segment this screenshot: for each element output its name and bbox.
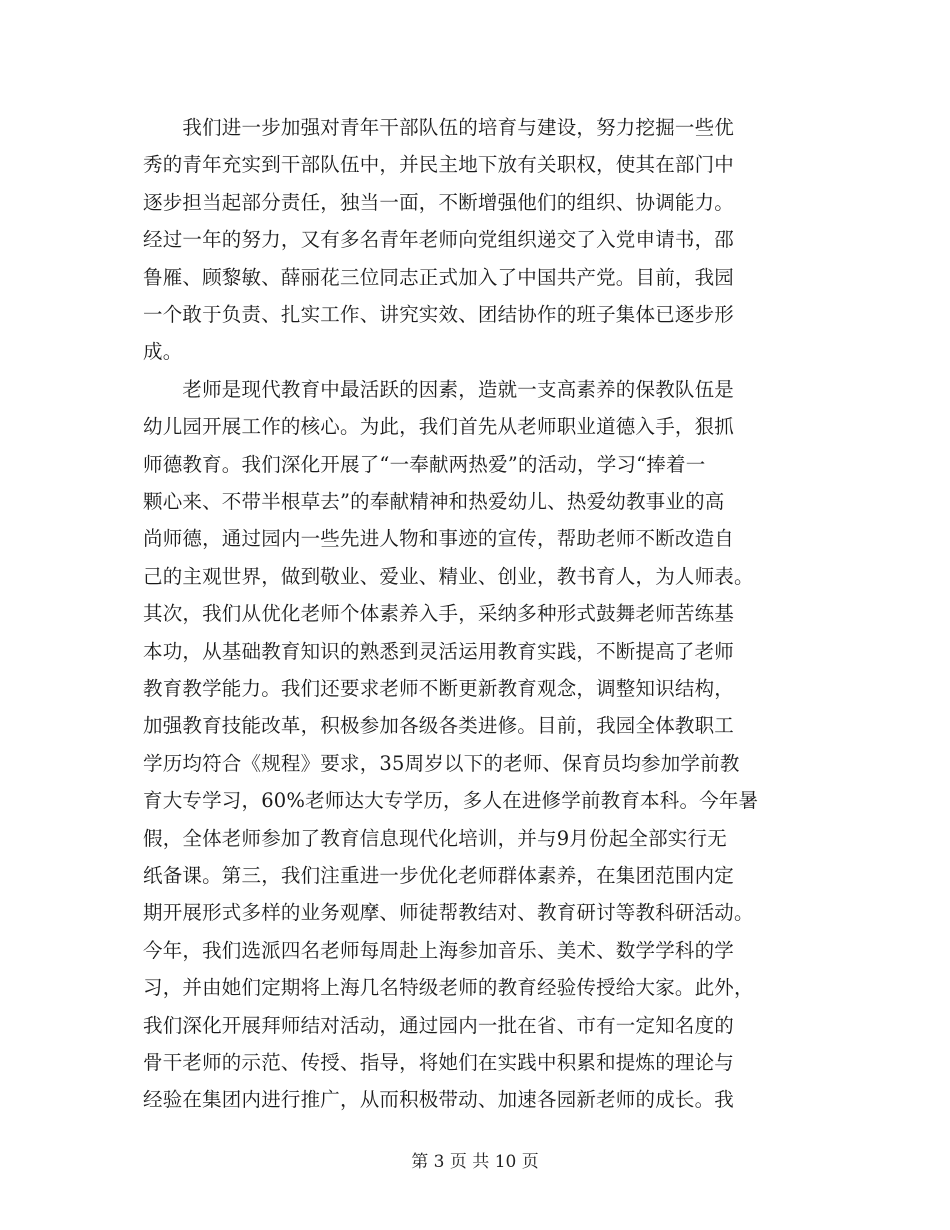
text-line: 逐步担当起部分责任，独当一面，不断增强他们的组织、协调能力。 bbox=[143, 190, 735, 214]
text-line: 纸备课。第三，我们注重进一步优化老师群体素养，在集团范围内定 bbox=[143, 864, 735, 887]
text-line: 习，并由她们定期将上海几名特级老师的教育经验传授给大家。此外， bbox=[143, 976, 754, 1000]
text-line: 学历均符合《规程》要求，35周岁以下的老师、保育员均参加学前教 bbox=[143, 751, 740, 775]
text-line: 老师是现代教育中最活跃的因素，造就一支高素养的保教队伍是 bbox=[143, 377, 735, 401]
text-line: 经过一年的努力，又有多名青年老师向党组织递交了入党申请书，邵 bbox=[143, 228, 735, 252]
text-line: 尚师德，通过园内一些先进人物和事迹的宣传，帮助老师不断改造自 bbox=[143, 527, 735, 551]
text-line: 本功，从基础教育知识的熟悉到灵活运用教育实践，不断提高了老师 bbox=[143, 639, 735, 663]
text-line: 我们进一步加强对青年干部队伍的培育与建设，努力挖掘一些优 bbox=[143, 116, 735, 139]
page-footer: 第 3 页 共 10 页 bbox=[411, 1152, 539, 1172]
text-line: 师德教育。我们深化开展了“一奉献两热爱”的活动，学习“捧着一 bbox=[143, 452, 706, 476]
text-line: 假，全体老师参加了教育信息现代化培训，并与9月份起全部实行无 bbox=[143, 826, 727, 850]
text-line: 幼儿园开展工作的核心。为此，我们首先从老师职业道德入手，狠抓 bbox=[143, 415, 735, 439]
text-line: 鲁雁、顾黎敏、薛丽花三位同志正式加入了中国共产党。目前，我园 bbox=[143, 265, 735, 289]
text-line: 经验在集团内进行推广，从而积极带动、加速各园新老师的成长。我 bbox=[143, 1088, 735, 1112]
text-line: 今年，我们选派四名老师每周赴上海参加音乐、美术、数学学科的学 bbox=[143, 938, 735, 962]
text-line: 一个敢于负责、扎实工作、讲究实效、团结协作的班子集体已逐步形 bbox=[143, 303, 735, 326]
text-line: 秀的青年充实到干部队伍中，并民主地下放有关职权，使其在部门中 bbox=[143, 153, 735, 177]
text-line: 成。 bbox=[143, 340, 183, 364]
text-line: 骨干老师的示范、传授、指导，将她们在实践中积累和提炼的理论与 bbox=[143, 1051, 735, 1074]
text-line: 加强教育技能改革，积极参加各级各类进修。目前，我园全体教职工 bbox=[143, 714, 735, 738]
text-line: 颗心来、不带半根草去”的奉献精神和热爱幼儿、热爱幼教事业的高 bbox=[143, 490, 725, 513]
text-line: 我们深化开展拜师结对活动，通过园内一批在省、市有一定知名度的 bbox=[143, 1013, 735, 1037]
text-line: 育大专学习，60%老师达大专学历，多人在进修学前教育本科。今年暑 bbox=[143, 789, 759, 813]
text-line: 己的主观世界，做到敬业、爱业、精业、创业，教书育人，为人师表。 bbox=[143, 564, 754, 588]
text-line: 其次，我们从优化老师个体素养入手，采纳多种形式鼓舞老师苦练基 bbox=[143, 602, 735, 626]
text-line: 教育教学能力。我们还要求老师不断更新教育观念，调整知识结构， bbox=[143, 677, 735, 700]
text-line: 期开展形式多样的业务观摩、师徒帮教结对、教育研讨等教科研活动。 bbox=[143, 901, 754, 925]
